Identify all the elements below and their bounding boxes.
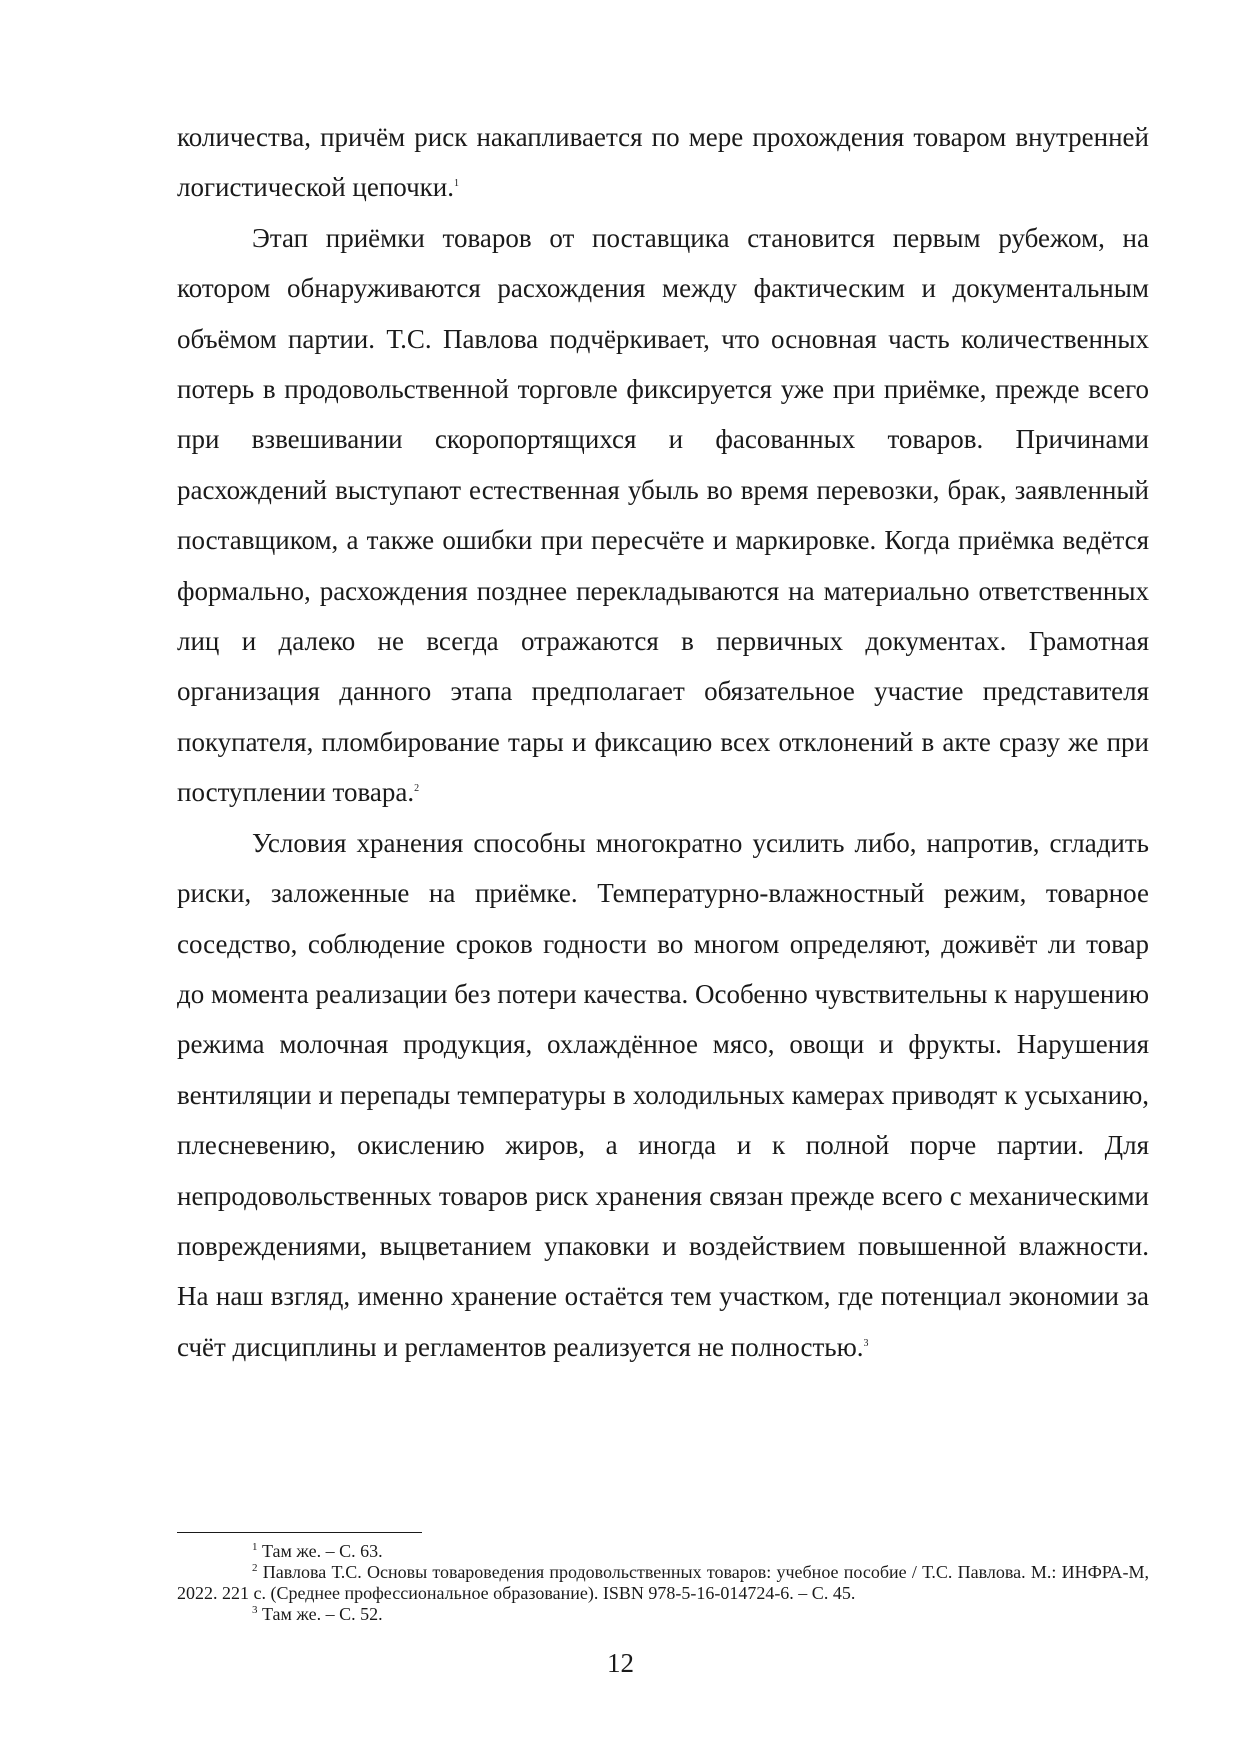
page-body <box>177 112 1149 1372</box>
footnote-ref-1[interactable]: 1 <box>453 178 459 190</box>
footnote-text: Павлова Т.С. Основы товароведения продовольственных товаров: учебное пособие / Т.С. Павлова. М.: ИНФРА-М, 2022. 221 с. (Среднее профессиональное образование). ISBN 978-5-16-014724-6. – С. 45. <box>177 1562 1150 1603</box>
footnote-number: 2 <box>252 1562 258 1574</box>
footnote-separator <box>177 1532 422 1533</box>
footnote-ref-2[interactable]: 2 <box>414 783 420 795</box>
footnote-text: Там же. – С. 52. <box>262 1604 383 1624</box>
paragraph-text: количества, причём риск накапливается по мере прохождения товаром внутренней логистической цепочки. <box>177 122 1149 203</box>
footnote-2 <box>177 1562 1149 1604</box>
paragraph-text: Условия хранения способны многократно усилить либо, напротив, сгладить риски, заложенные на приёмке. Температурно-влажностный режим, товарное соседство, соблюдение сроков годности во многом определяют, доживёт ли товар до момента реализации без потери качества. Особенно чувствительны к нарушению режима молочная продукция, охлаждённое мясо, овощи и фрукты. Нарушения вентиляции и перепады температуры в холодильных камерах приводят к усыханию, плесневению, окислению жиров, а иногда и к полной порче партии. Для непродовольственных товаров риск хранения связан прежде всего с механическими повреждениями, выцветанием упаковки и воздействием повышенной влажности. На наш взгляд, именно хранение остаётся тем участком, где потенциал экономии за счёт дисциплины и регламентов реализуется не полностью. <box>177 827 1149 1362</box>
paragraph-2 <box>177 213 1149 818</box>
footnote-ref-3[interactable]: 3 <box>863 1337 869 1349</box>
footnote-text: Там же. – С. 63. <box>262 1541 383 1561</box>
footnote-1 <box>177 1541 1149 1562</box>
page-number: 12 <box>607 1648 634 1678</box>
paragraph-1 <box>177 112 1149 213</box>
footnote-number: 3 <box>252 1604 258 1616</box>
footnote-3 <box>177 1604 1149 1625</box>
paragraph-3 <box>177 818 1149 1372</box>
footnotes <box>177 1541 1149 1625</box>
paragraph-text: Этап приёмки товаров от поставщика становится первым рубежом, на котором обнаруживаются расхождения между фактическим и документальным объёмом партии. Т.С. Павлова подчёркивает, что основная часть количественных потерь в продовольственной торговле фиксируется уже при приёмке, прежде всего при взвешивании скоропортящихся и фасованных товаров. Причинами расхождений выступают естественная убыль во время перевозки, брак, заявленный поставщиком, а также ошибки при пересчёте и маркировке. Когда приёмка ведётся формально, расхождения позднее перекладываются на материально ответственных лиц и далеко не всегда отражаются в первичных документах. Грамотная организация данного этапа предполагает обязательное участие представителя покупателя, пломбирование тары и фиксацию всех отклонений в акте сразу же при поступлении товара. <box>177 222 1149 808</box>
footnote-number: 1 <box>252 1541 258 1553</box>
